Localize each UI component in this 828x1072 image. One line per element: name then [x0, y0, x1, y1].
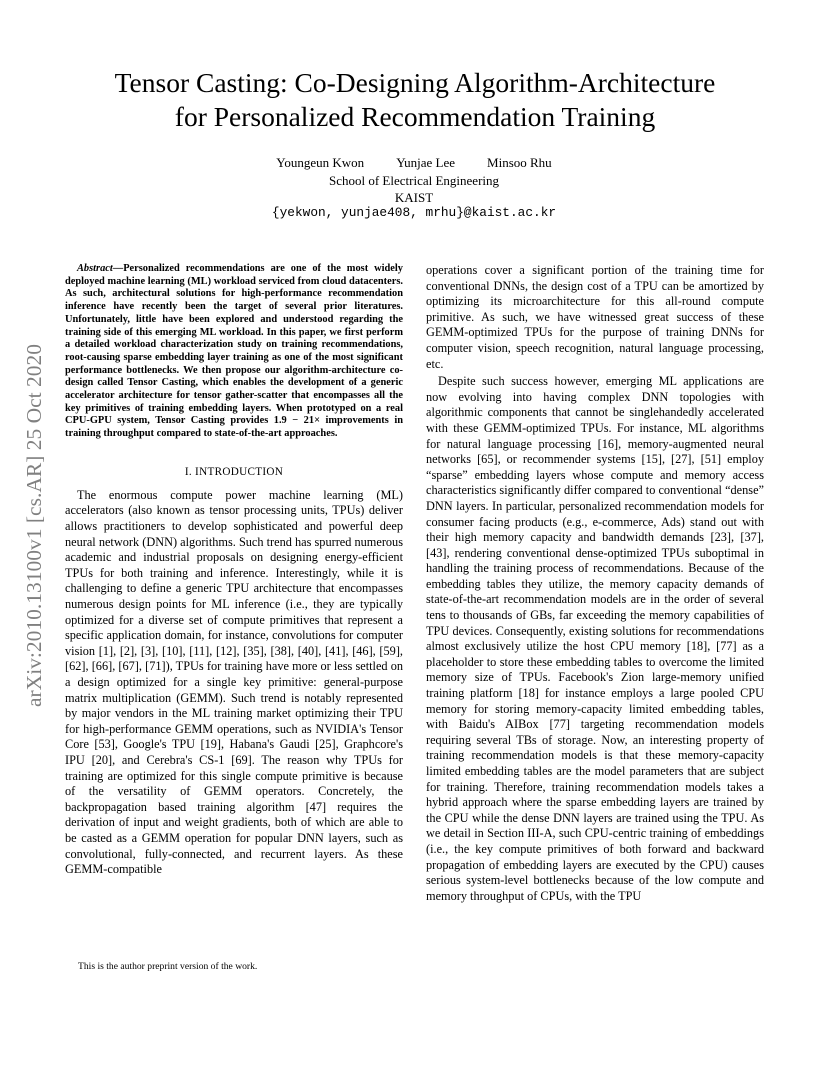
abstract-label: Abstract — [77, 263, 113, 274]
author-list — [0, 155, 828, 171]
abstract — [65, 263, 403, 441]
intro-paragraph-2: Despite such success however, emerging ML applications are now evolving into having complex DNN topologies with algorithmic components that cannot be singlehandedly accelerated with these GEMM-optimized TPUs. For instance, ML algorithms for natural language processing [16], memory-augmented neural networks [65], or recommender systems [15], [27], [51] employ “sparse” embedding layers whose compute and memory access characteristics significantly differ compared to conventional “dense” DNN layers. In particular, personalized recommendation models for consumer facing products (e.g., e-commerce, Ads) stand out with their high memory capacity and bandwidth demands [23], [37], [43], rendering conventional dense-optimized TPUs suboptimal in handling the training process of recommendations. Because of the embedding tables they utilize, the memory capacity demands of state-of-the-art recommendation models are in the order of several tens to thousands of GBs, far exceeding the memory capabilities of TPU devices. Consequently, existing solutions for recommendations almost exclusively utilize the host CPU memory [18], [77] as a placeholder to store these embedding tables to overcome the limited memory size of TPUs. Facebook's Zion large-memory unified training platform [18] for instance employs a large pooled CPU memory for storing memory-capacity limited embedding tables, with Baidu's AIBox [77] targeting recommendation models requiring several TBs of storage. Now, an interesting property of training recommendation models is that these memory-capacity limited embedding tables are the model parameters that are subject for training. Therefore, training recommendation models takes a hybrid approach where the sparse embedding layers are trained by the CPU while the dense DNN layers are trained using the TPU. As we detail in Section III-A, such CPU-centric training of embeddings (i.e., the key compute primitives of both forward and backward propagation of embedding layers are executed by the CPU) causes serious system-level bottlenecks because of the low compute and memory throughput of CPUs, with the TPU — [426, 374, 764, 903]
section-heading: I. INTRODUCTION — [184, 465, 284, 478]
author-emails: {yekwon, yunjae408, mrhu}@kaist.ac.kr — [271, 205, 557, 220]
author-name: Youngeun Kwon — [276, 155, 365, 170]
affiliation: School of Electrical Engineering — [328, 173, 500, 188]
author-name: Yunjae Lee — [396, 155, 456, 170]
author-name: Minsoo Rhu — [487, 155, 552, 170]
paper-title — [70, 66, 760, 134]
institution: KAIST — [394, 190, 434, 205]
arxiv-side-stamp — [21, 290, 49, 760]
title-line-2: for Personalized Recommendation Training — [174, 101, 656, 132]
arxiv-identifier: arXiv:2010.13100v1 [cs.AR] 25 Oct 2020 — [22, 343, 47, 707]
footnote: This is the author preprint version of the work. — [78, 961, 258, 972]
right-column — [426, 263, 764, 904]
intro-paragraph-1-continued: operations cover a significant portion of the training time for conventional DNNs, the design cost of a TPU can be amortized by optimizing its microarchitecture for this all-round compute primitive. As such, we have witnessed great success of these GEMM-optimized TPUs for the purpose of training DNNs for computer vision, speech recognition, natural language processing, etc. — [426, 263, 764, 371]
intro-paragraph-1: The enormous compute power machine learning (ML) accelerators (also known as tensor processing units, TPUs) deliver allows practitioners to develop sophisticated and powerful deep neural network (DNN) algorithms. Such trend has spurred numerous academic and industrial proposals on designing energy-efficient TPUs for both training and inference. Interestingly, while it is challenging to define a generic TPU architecture that encompasses numerous design points for ML inference (i.e., they are typically optimized for a diverse set of compute primitives that represent a specific application domain, for instance, convolutions for computer vision [1], [2], [3], [10], [11], [12], [35], [38], [40], [41], [46], [59], [62], [66], [67], [71]), TPUs for training have more or less settled on a design optimized for a single key primitive: general-purpose matrix multiplication (GEMM). Such trend is notably represented by major vendors in the ML training market optimizing their TPU for high-performance GEMM operations, such as NVIDIA's Tensor Core [53], Google's TPU [19], Habana's Gaudi [25], Graphcore's IPU [20], and Cerebra's CS-1 [69]. The reason why TPUs for training are optimized for this single compute primitive is because of the versatility of GEMM operators. Concretely, the backpropagation based training algorithm [47] requires the derivation of input and weight gradients, both of which are able to be casted as a GEMM operation for popular DNN layers, such as convolutional, fully-connected, and recurrent layers. As these GEMM-compatible — [65, 487, 403, 877]
title-line-1: Tensor Casting: Co-Designing Algorithm-Architecture — [114, 67, 716, 98]
abstract-text: —Personalized recommendations are one of the most widely deployed machine learning (ML) workload serviced from cloud datacenters. As such, architectural solutions for high-performance recommendation inference have recently been the target of several prior literatures. Unfortunately, little have been explored and understood regarding the training side of this emerging ML workload. In this paper, we first perform a detailed workload characterization study on training recommendations, root-causing sparse embedding layer training as one of the most significant performance bottlenecks. We then propose our algorithm-architecture co-design called Tensor Casting, which enables the development of a generic accelerator architecture for tensor gather-scatter that encompasses all the key primitives of training embedding layers. When prototyped on a real CPU-GPU system, Tensor Casting provides 1.9 − 21× improvements in training throughput compared to state-of-the-art approaches. — [65, 263, 403, 440]
left-column — [65, 263, 403, 878]
